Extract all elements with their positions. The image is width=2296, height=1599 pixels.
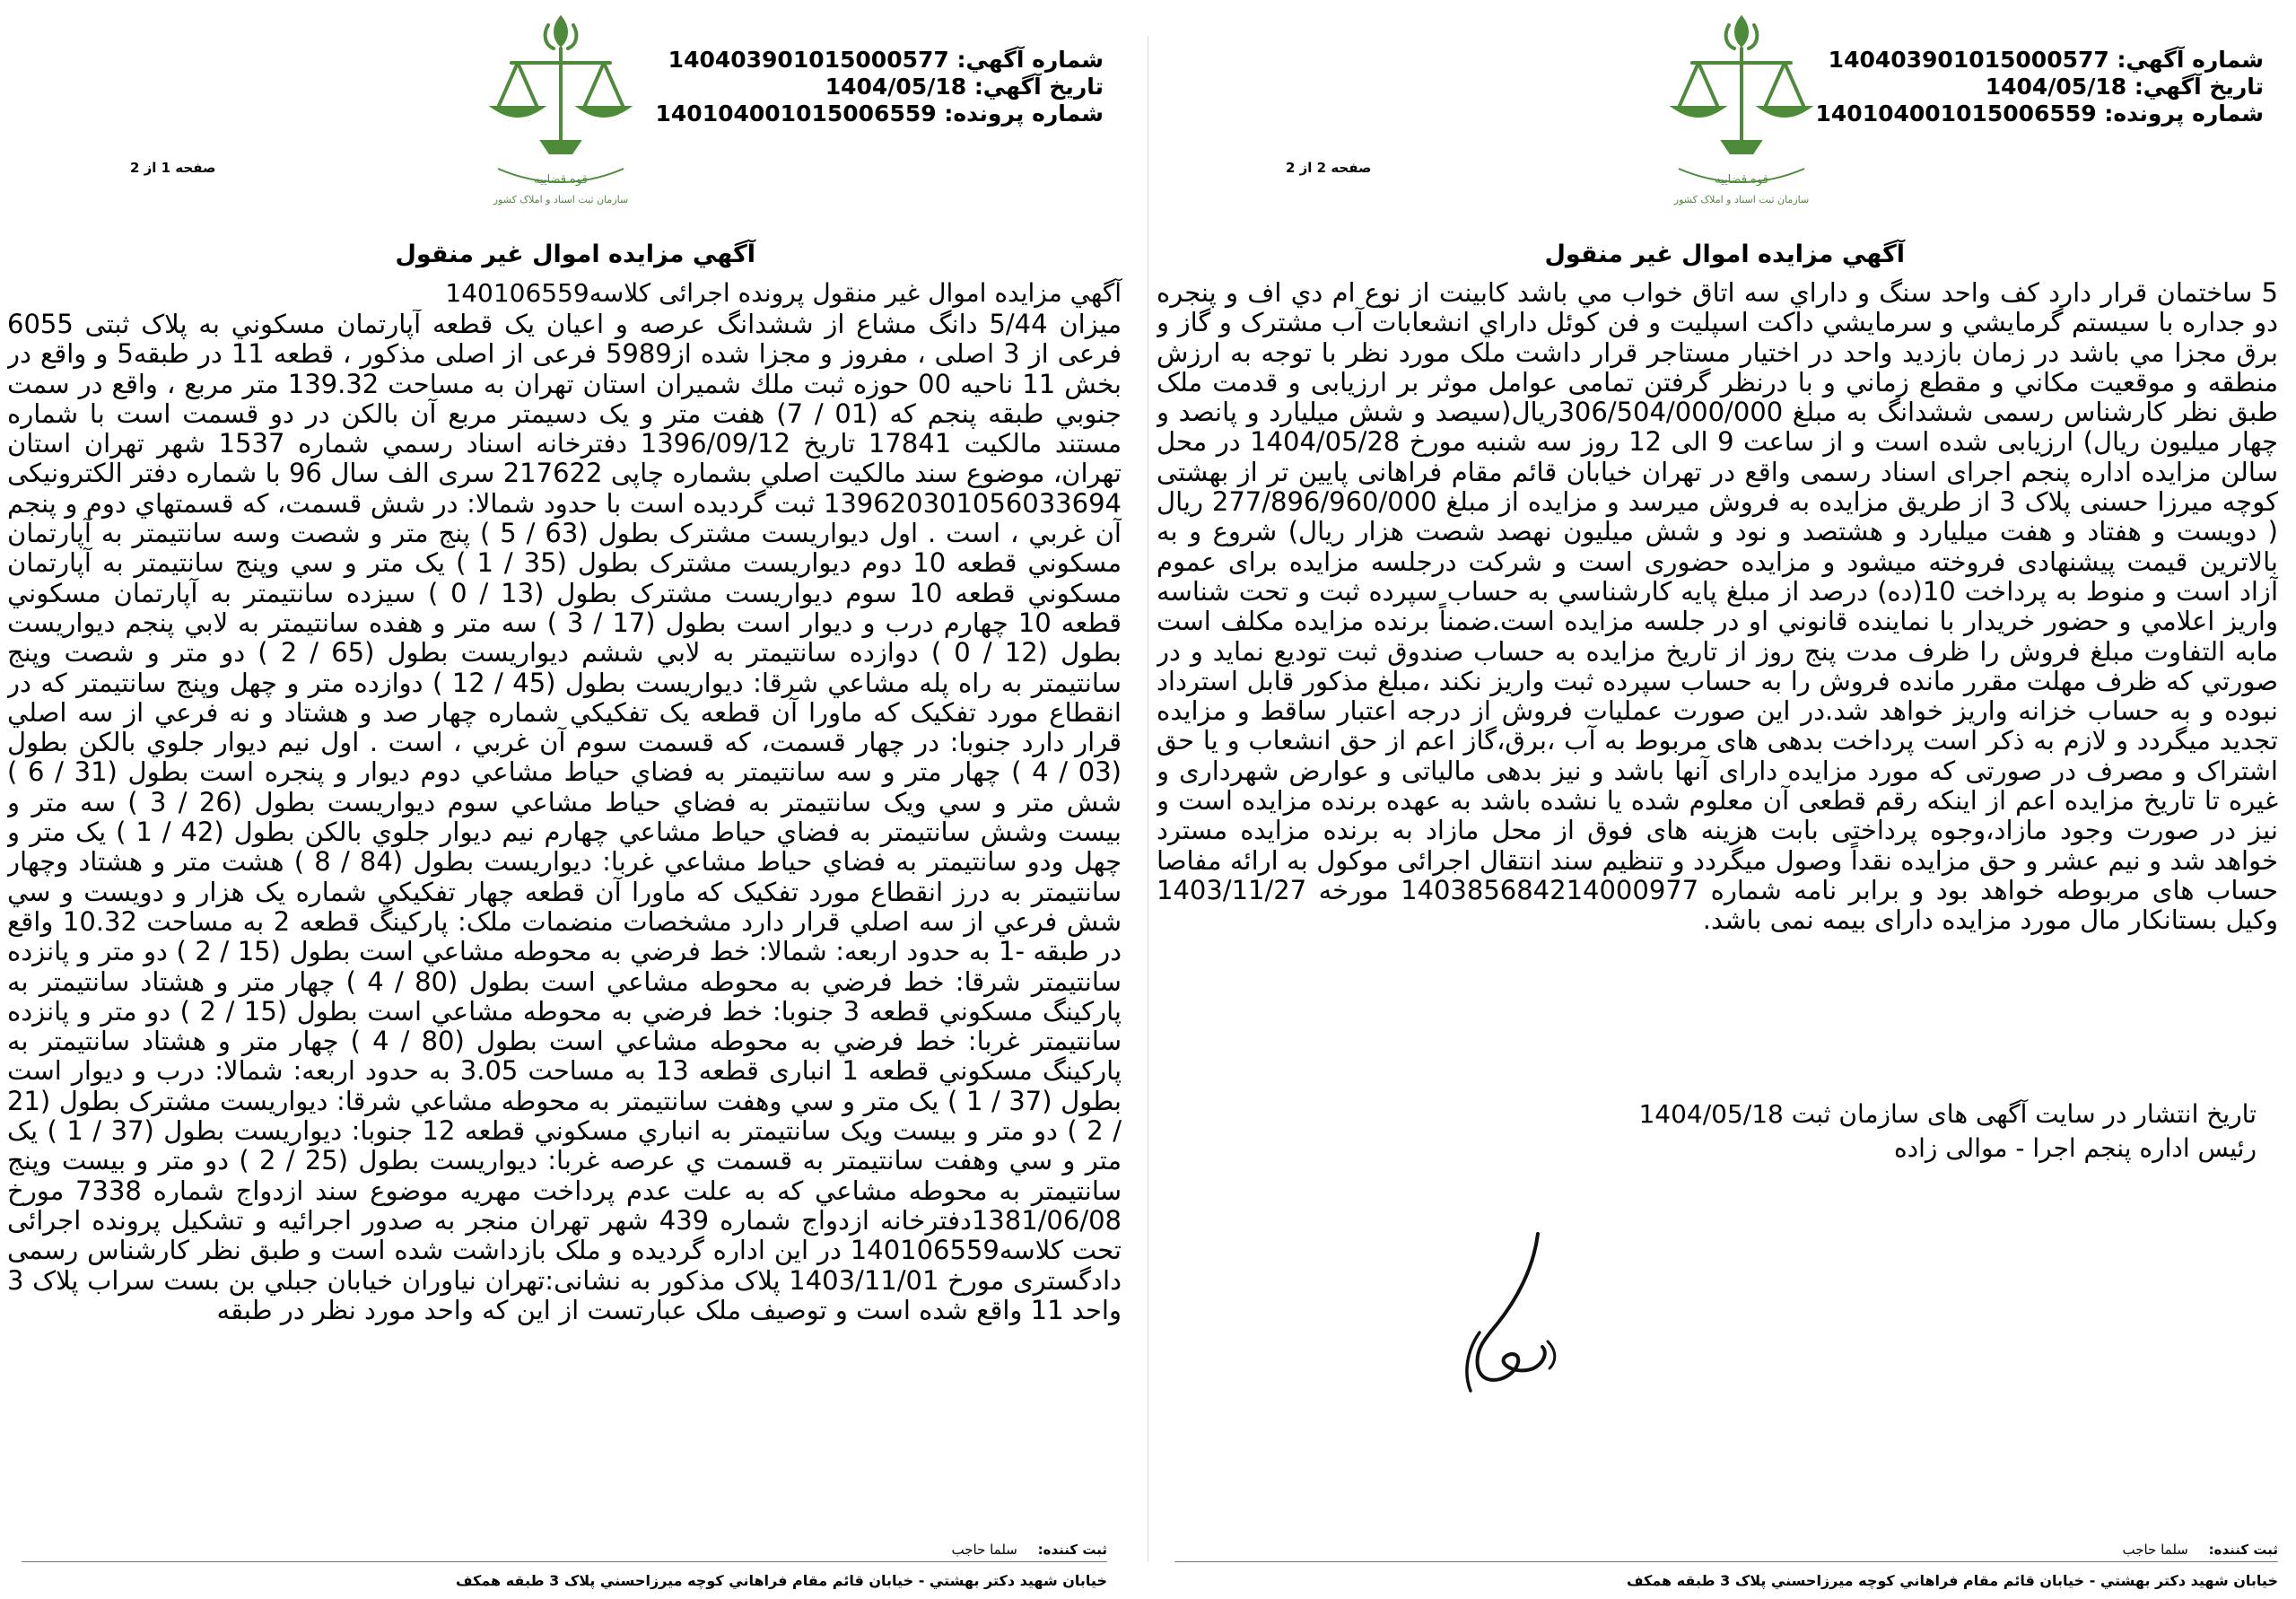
page-title: آگهي مزايده اموال غير منقول (395, 240, 755, 268)
office-address: خيابان شهيد دکتر بهشتي - خيابان قائم مقام فراهاني کوچه ميرزاحسني پلاک 3 طبقه همکف (455, 1572, 1107, 1589)
ad-date: تاريخ آگهي: 1404/05/18 (825, 74, 1104, 100)
ad-date: تاريخ آگهي: 1404/05/18 (1985, 74, 2264, 100)
svg-text:قوه قضاییه: قوه قضاییه (1715, 173, 1768, 187)
ad-meta-block (1797, 47, 2264, 127)
register-label: ثبت کننده: (1037, 1542, 1107, 1558)
office-chief: رئيس اداره پنجم اجرا - موالی زاده (1893, 1133, 2257, 1163)
page-number: صفحه 2 از 2 (1286, 160, 1372, 176)
svg-text:قوه قضاییه: قوه قضاییه (534, 173, 588, 187)
register-label: ثبت کننده: (2208, 1542, 2278, 1558)
register-name: سلما حاجب (951, 1542, 1017, 1558)
page-1 (0, 0, 1147, 1599)
footer-divider (1174, 1561, 2278, 1562)
judiciary-emblem-icon (1652, 7, 1831, 209)
office-address: خيابان شهيد دکتر بهشتي - خيابان قائم مقام فراهاني کوچه ميرزاحسني پلاک 3 طبقه همکف (1626, 1572, 2278, 1589)
case-number: شماره پرونده: 140104001015006559 (1815, 100, 2264, 127)
svg-text:سازمان ثبت اسناد و املاک کشور: سازمان ثبت اسناد و املاک کشور (493, 194, 629, 205)
publication-date: تاريخ انتشار در سايت آگهی های سازمان ثبت 1404/05/18 (1638, 1099, 2257, 1129)
page-number: صفحه 1 از 2 (130, 160, 216, 176)
page-title: آگهي مزايده اموال غير منقول (1544, 240, 1905, 268)
footer-divider (22, 1561, 1107, 1562)
ad-meta-block (637, 47, 1104, 127)
register-name: سلما حاجب (2122, 1542, 2188, 1558)
register-row (951, 1542, 1107, 1558)
signature-image (1381, 1216, 1596, 1404)
register-row (2122, 1542, 2278, 1558)
case-number: شماره پرونده: 140104001015006559 (655, 100, 1104, 127)
ad-number: شماره آگهي: 140403901015000577 (668, 47, 1104, 73)
svg-text:سازمان ثبت اسناد و املاک کشور: سازمان ثبت اسناد و املاک کشور (1673, 194, 1810, 205)
page-subtitle: آگهي مزايده اموال غير منقول پرونده اجرائی کلاسه140106559 (445, 278, 1122, 308)
judiciary-emblem-icon (471, 7, 650, 209)
auction-body-text: 5 ساختمان قرار دارد كف واحد سنگ و داراي سه اتاق خواب مي باشد كابينت از نوع ام دي اف و پنجره دو جداره با سيستم گرمايشي و سرمايشي داكت اسپليت و فن كوئل داراي انشعابات آب مشترک و گاز و برق مجزا مي باشد در زمان بازديد واحد در اختيار مستاجر قرار داشت ملک مورد نظر با توجه به ارزش منطقه و موقعيت مکاني و مقطع زماني و با درنظر گرفتن تمامی عوامل موثر بر ارزيابی و قدمت ملک طبق نظر کارشناس رسمی ششدانگ به مبلغ 306/504/000/000ريال(سيصد و شش ميليارد و پانصد و چهار ميليون ريال) ارزيابی شده است و از ساعت 9 الی 12 روز سه شنبه مورخ 1404/05/28 در محل سالن مزايده اداره پنجم اجرای اسناد رسمی واقع در تهران خيابان قائم مقام فراهانی پايين تر از بهشتی کوچه ميرزا حسنی پلاک 3 از طريق مزايده به فروش ميرسد و مزايده از مبلغ 277/896/960/000 ريال ( دويست و هفتاد و هفت ميليارد و هشتصد و نود و شش ميليون نهصد شصت هزار ريال) شروع و به بالاترين قيمت پيشنهادی فروخته ميشود و مزايده حضوری است و شرکت درجلسه مزايده برای عموم آزاد است و منوط به پرداخت 10(ده) درصد از مبلغ پايه کارشناسي به حساب سپرده ثبت و تحت شناسه واريز اعلامي و حضور خريدار با نماينده قانوني او در جلسه مزايده است.ضمناً برنده مزايده مكلف است مابه التفاوت مبلغ فروش را ظرف مدت پنج روز از تاريخ مزايده به حساب صندوق ثبت توديع نمايد و در صورتي كه ظرف مهلت مقرر مانده فروش را به حساب سپرده ثبت واريز نكند ،مبلغ مذكور قابل استرداد نبوده و به حساب خزانه واريز خواهد شد.در اين صورت عمليات فروش از درجه اعتبار ساقط و مزايده تجديد ميگردد و لازم به ذکر است پرداخت بدهی های مربوط به آب ،برق،گاز اعم از حق انشعاب و يا حق اشتراک و مصرف در صورتی که مورد مزايده دارای آنها باشد و نيز بدهی مالياتی و عوارض شهرداری و غيره تا تاريخ مزايده اعم از اينکه رقم قطعی آن معلوم شده يا نشده باشد به عهده برنده مزايده است و نيز در صورت وجود مازاد،وجوه پرداختی بابت هزينه های فوق از محل مازاد به برنده مزايده مسترد خواهد شد و نيم عشر و حق مزايده نقداً وصول ميگردد و تنظيم سند انتقال اجرائی موکول به ارائه مفاصا حساب های مربوطه خواهد بود و برابر نامه شماره 14038568421400097‌7 مورخه 1403/11/27 وکيل بستانکار مال مورد مزايده دارای بيمه نمی باشد. (1157, 278, 2278, 936)
ad-number: شماره آگهي: 140403901015000577 (1828, 47, 2264, 73)
page-2 (1149, 0, 2296, 1599)
auction-body-text: ميزان 5/44 دانگ مشاع از ششدانگ عرصه و اعيان يک قطعه آپارتمان مسکوني به پلاک ثبتی 6055 فرعی از 3 اصلی ، مفروز و مجزا شده از5989 فرعی از اصلی مذکور ، قطعه 11 در طبقه5 و واقع در بخش 11 ناحيه 00 حوزه ثبت ملك شميران استان تهران به مساحت 139.32 متر مربع ، واقع در سمت جنوبي طبقه پنجم که (01 / 7) هفت متر و يک دسيمتر مربع آن بالکن در دو قسمت است با شماره مستند مالکيت 17841 تاريخ 1396/09/12 دفترخانه اسناد رسمي شماره 1537 شهر تهران استان تهران، موضوع سند مالکيت اصلي بشماره چاپی 217622 سری الف سال 96 با شماره دفتر الکترونيکی 13962030105603369‌4 ثبت گرديده است با حدود شمالا: در شش قسمت، که قسمتهاي دوم و پنجم آن غربي ، است . اول ديواريست مشترک بطول (63 / 5 ) پنج متر و شصت وسه سانتيمتر به آپارتمان مسکوني قطعه 10 دوم ديواريست مشترک بطول (35 / 1 ) يک متر و سي وپنج سانتيمتر به آپارتمان مسکوني قطعه 10 سوم ديواريست مشترک بطول (13 / 0 ) سيزده سانتيمتر به آپارتمان مسکوني قطعه 10 چهارم درب و ديوار است بطول (17 / 3 ) سه متر و هفده سانتيمتر به لابي پنجم ديواريست بطول (12 / 0 ) دوازده سانتيمتر به لابي ششم ديواريست بطول (65 / 2 ) دو متر و شصت وپنج سانتيمتر به راه پله مشاعي شرقا: ديواريست بطول (45 / 12 ) دوازده متر و چهل وپنج سانتيمتر که در انقطاع مورد تفکيک که ماورا آن قطعه يک تفکيکي شماره چهار صد و هشتاد و نه فرعي از سه اصلي قرار دارد جنوبا: در چهار قسمت، که قسمت سوم آن غربي ، است . اول نيم ديوار جلوي بالکن بطول (03 / 4 ) چهار متر و سه سانتيمتر به فضاي حياط مشاعي دوم ديوار و پنجره است بطول (31 / 6 ) شش متر و سي ويک سانتيمتر به فضاي حياط مشاعي سوم ديواريست بطول (26 / 3 ) سه متر و بيست وشش سانتيمتر به فضاي حياط مشاعي چهارم نيم ديوار جلوي بالکن بطول (42 / 1 ) يک متر و چهل ودو سانتيمتر به فضاي حياط مشاعي غربا: ديواريست بطول (84 / 8 ) هشت متر و هشتاد وچهار سانتيمتر به درز انقطاع مورد تفکيک که ماورا آن قطعه چهار تفکيکي شماره يک هزار و دويست و سي شش فرعي از سه اصلي قرار دارد مشخصات منضمات ملک: پارکينگ قطعه 2 به مساحت 10.32 واقع در طبقه -1 به حدود اربعه: شمالا: خط فرضي به محوطه مشاعي است بطول (15 / 2 ) دو متر و پانزده سانتيمتر شرقا: خط فرضي به محوطه مشاعي است بطول (80 / 4 ) چهار متر و هشتاد سانتيمتر به پارکينگ مسکوني قطعه 3 جنوبا: خط فرضي به محوطه مشاعي است بطول (15 / 2 ) دو متر و پانزده سانتيمتر غربا: خط فرضي به محوطه مشاعي است بطول (80 / 4 ) چهار متر و هشتاد سانتيمتر به پارکينگ مسکوني قطعه 1 انباری قطعه 13 به مساحت 3.05 به حدود اربعه: شمالا: درب و ديوار است بطول (37 / 1 ) يک متر و سي وهفت سانتيمتر به محوطه مشاعي شرقا: ديواريست مشترک بطول (21 / 2 ) دو متر و بيست ويک سانتيمتر به انباري مسکوني قطعه 12 جنوبا: ديواريست بطول (37 / 1 ) يک متر و سي وهفت سانتيمتر به قسمت ي عرصه غربا: ديواريست بطول (25 / 2 ) دو متر و بيست وپنج سانتيمتر به محوطه مشاعي که به علت عدم پرداخت مهريه موضوع سند ازدواج شماره 7338 مورخ 1381/06/08دفترخانه ازدواج شماره 439 شهر تهران منجر به صدور اجرائيه و تشکيل پرونده اجرائی تحت کلاسه140106559 در اين اداره گرديده و ملک بازداشت شده است و طبق نظر کارشناس رسمی دادگستری مورخ 1403/11/01 پلاک مذکور به نشانی:تهران نياوران خيابان جبلي بن بست سراب پلاک 3 واحد 11 واقع شده است و توصيف ملک عبارتست از اين که واحد مورد نظر در طبقه (7, 310, 1122, 1325)
